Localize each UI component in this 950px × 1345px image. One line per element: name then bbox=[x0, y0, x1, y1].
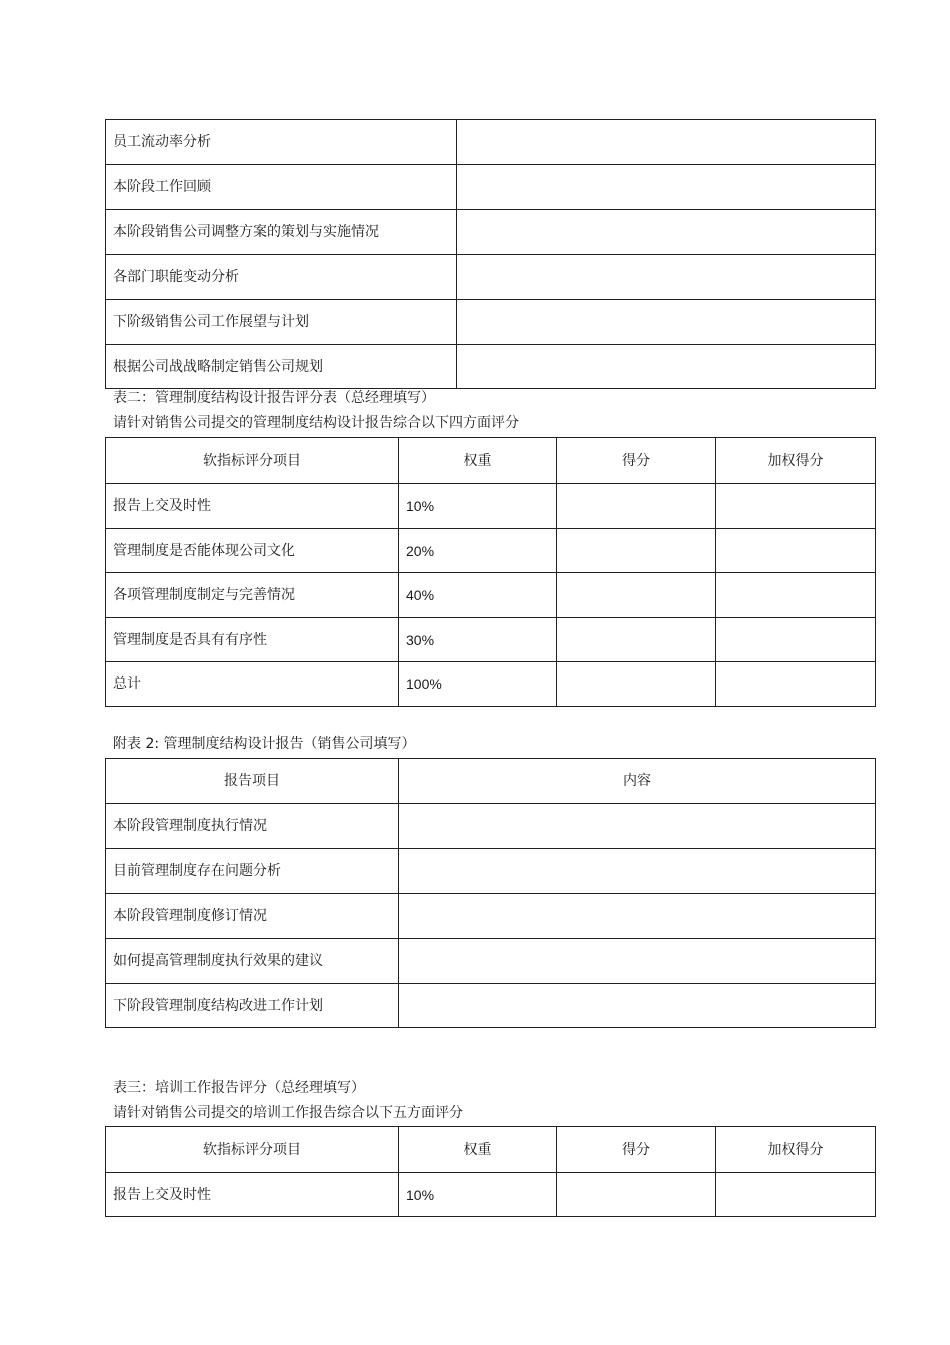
table-row bbox=[106, 894, 876, 939]
report-item: 如何提高管理制度执行效果的建议 bbox=[106, 939, 399, 984]
row-content-cell[interactable] bbox=[457, 120, 876, 165]
weighted-score-cell[interactable] bbox=[716, 484, 876, 529]
column-header: 权重 bbox=[399, 1127, 557, 1173]
report-content-cell[interactable] bbox=[399, 984, 876, 1028]
score-cell[interactable] bbox=[557, 618, 716, 662]
table3-title: 表三：培训工作报告评分（总经理填写） bbox=[113, 1080, 365, 1096]
column-header: 加权得分 bbox=[716, 1127, 876, 1173]
report-content-cell[interactable] bbox=[399, 849, 876, 894]
row-content-cell[interactable] bbox=[457, 300, 876, 345]
score-item: 报告上交及时性 bbox=[106, 1173, 399, 1217]
table3-subtitle: 请针对销售公司提交的培训工作报告综合以下五方面评分 bbox=[113, 1105, 463, 1121]
table-row bbox=[106, 300, 876, 345]
score-item: 各项管理制度制定与完善情况 bbox=[106, 573, 399, 618]
report-item: 下阶段管理制度结构改进工作计划 bbox=[106, 984, 399, 1028]
score-cell[interactable] bbox=[557, 573, 716, 618]
row-content-cell[interactable] bbox=[457, 255, 876, 300]
weighted-score-cell[interactable] bbox=[716, 662, 876, 707]
table-row bbox=[106, 1173, 876, 1217]
row-label: 根据公司战战略制定销售公司规划 bbox=[106, 345, 457, 389]
column-header: 内容 bbox=[399, 759, 876, 804]
training-report-score-table bbox=[105, 1126, 876, 1217]
weighted-score-cell[interactable] bbox=[716, 573, 876, 618]
row-label: 本阶段工作回顾 bbox=[106, 165, 457, 210]
table-row bbox=[106, 165, 876, 210]
row-content-cell[interactable] bbox=[457, 165, 876, 210]
table-row bbox=[106, 120, 876, 165]
table-row bbox=[106, 984, 876, 1028]
report-item: 本阶段管理制度修订情况 bbox=[106, 894, 399, 939]
table-row bbox=[106, 345, 876, 389]
weight-value: 10% bbox=[399, 484, 557, 529]
table-row bbox=[106, 939, 876, 984]
report-content-cell[interactable] bbox=[399, 939, 876, 984]
score-cell[interactable] bbox=[557, 484, 716, 529]
row-label: 下阶级销售公司工作展望与计划 bbox=[106, 300, 457, 345]
score-cell[interactable] bbox=[557, 1173, 716, 1217]
table-row bbox=[106, 255, 876, 300]
table-row bbox=[106, 849, 876, 894]
column-header: 软指标评分项目 bbox=[106, 438, 399, 484]
column-header: 软指标评分项目 bbox=[106, 1127, 399, 1173]
row-label: 本阶段销售公司调整方案的策划与实施情况 bbox=[106, 210, 457, 255]
table-row bbox=[106, 210, 876, 255]
total-label: 总计 bbox=[106, 662, 399, 707]
row-label: 各部门职能变动分析 bbox=[106, 255, 457, 300]
column-header: 得分 bbox=[557, 1127, 716, 1173]
table-total-row bbox=[106, 662, 876, 707]
table-header-row bbox=[106, 438, 876, 484]
total-weight-value: 100% bbox=[399, 662, 557, 707]
appendix2-title: 附表 2: 管理制度结构设计报告（销售公司填写） bbox=[113, 736, 416, 752]
column-header: 权重 bbox=[399, 438, 557, 484]
report-content-cell[interactable] bbox=[399, 804, 876, 849]
table-header-row bbox=[106, 1127, 876, 1173]
weighted-score-cell[interactable] bbox=[716, 618, 876, 662]
table-row bbox=[106, 804, 876, 849]
summary-report-table bbox=[105, 119, 876, 389]
weight-value: 40% bbox=[399, 573, 557, 618]
score-cell[interactable] bbox=[557, 529, 716, 573]
management-system-score-table bbox=[105, 437, 876, 707]
weighted-score-cell[interactable] bbox=[716, 529, 876, 573]
report-content-cell[interactable] bbox=[399, 894, 876, 939]
score-item: 报告上交及时性 bbox=[106, 484, 399, 529]
weighted-score-cell[interactable] bbox=[716, 1173, 876, 1217]
column-header: 加权得分 bbox=[716, 438, 876, 484]
management-system-report-table bbox=[105, 758, 876, 1028]
row-content-cell[interactable] bbox=[457, 345, 876, 389]
score-cell[interactable] bbox=[557, 662, 716, 707]
table-row bbox=[106, 573, 876, 618]
row-label: 员工流动率分析 bbox=[106, 120, 457, 165]
table-header-row bbox=[106, 759, 876, 804]
score-item: 管理制度是否具有有序性 bbox=[106, 618, 399, 662]
column-header: 得分 bbox=[557, 438, 716, 484]
table2-title: 表二：管理制度结构设计报告评分表（总经理填写） bbox=[113, 390, 435, 406]
table2-subtitle: 请针对销售公司提交的管理制度结构设计报告综合以下四方面评分 bbox=[113, 415, 519, 431]
report-item: 目前管理制度存在问题分析 bbox=[106, 849, 399, 894]
report-item: 本阶段管理制度执行情况 bbox=[106, 804, 399, 849]
weight-value: 20% bbox=[399, 529, 557, 573]
table-row bbox=[106, 484, 876, 529]
table-row bbox=[106, 618, 876, 662]
weight-value: 10% bbox=[399, 1173, 557, 1217]
row-content-cell[interactable] bbox=[457, 210, 876, 255]
column-header: 报告项目 bbox=[106, 759, 399, 804]
weight-value: 30% bbox=[399, 618, 557, 662]
score-item: 管理制度是否能体现公司文化 bbox=[106, 529, 399, 573]
table-row bbox=[106, 529, 876, 573]
